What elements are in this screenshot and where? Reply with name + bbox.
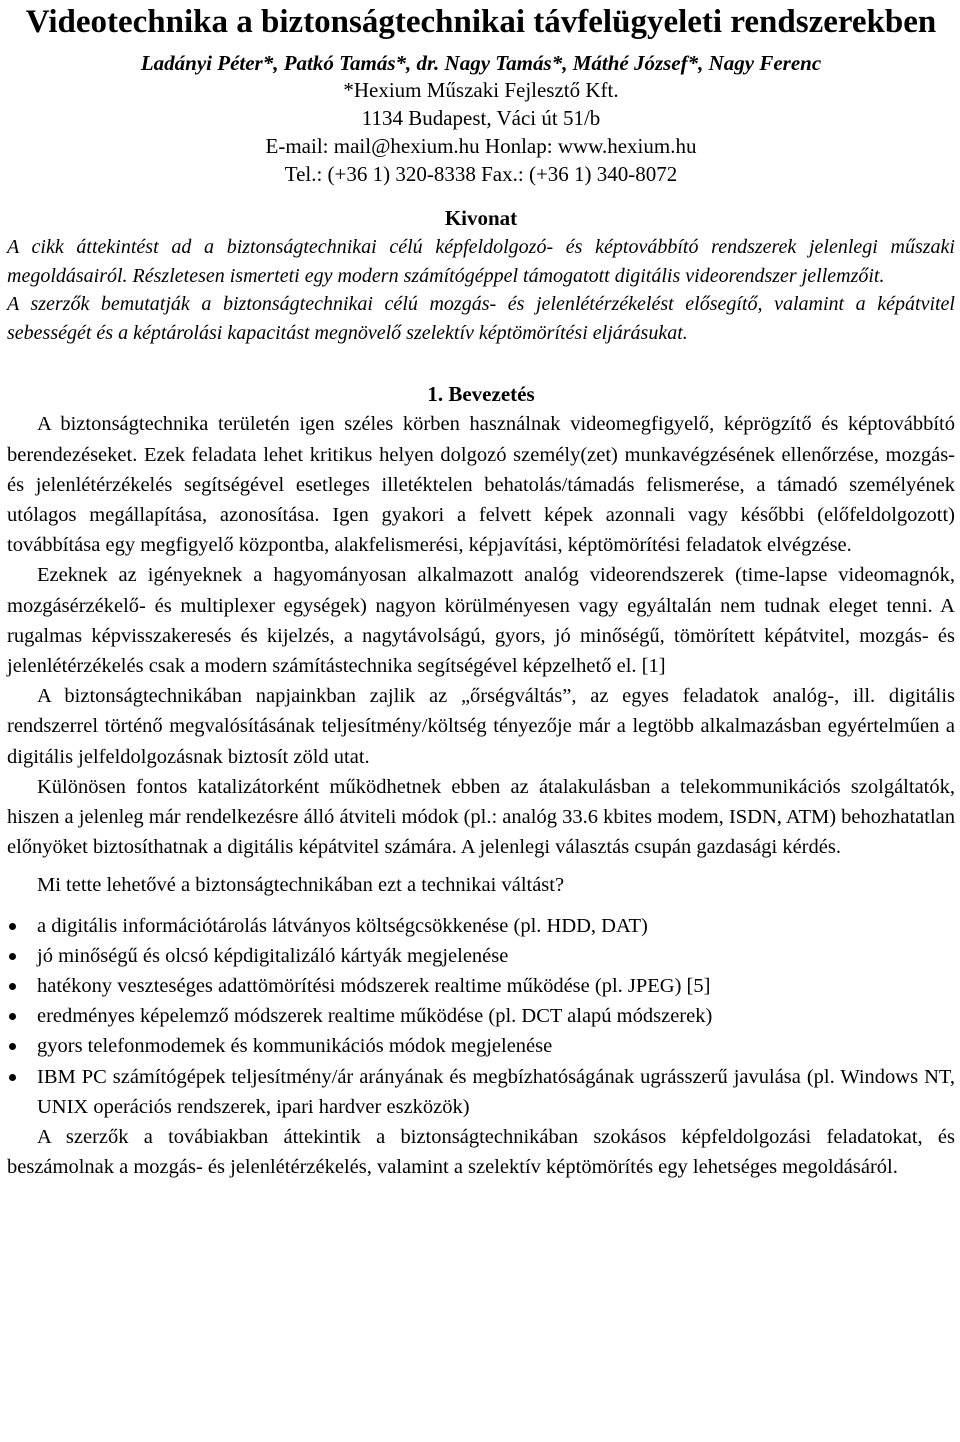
list-item bbox=[7, 971, 955, 1001]
list-item-text: IBM PC számítógépek teljesítmény/ár arányának és megbízhatóságának ugrásszerű javulása (pl. Windows NT, UNIX operációs rendszerek, ipari hardver eszközök) bbox=[37, 1065, 955, 1118]
address: 1134 Budapest, Váci út 51/b bbox=[361, 106, 601, 130]
bullet-icon bbox=[9, 923, 16, 930]
abstract-heading: Kivonat bbox=[444, 206, 518, 230]
list-item bbox=[7, 1031, 955, 1061]
question-paragraph: Mi tette lehetővé a biztonságtechnikában ezt a technikai váltást? bbox=[37, 874, 565, 897]
paper-title: Videotechnika a biztonságtechnikai távfelügyeleti rendszerekben bbox=[25, 4, 937, 40]
list-item bbox=[7, 1062, 955, 1122]
section-introduction bbox=[7, 379, 955, 1182]
list-item-text: hatékony veszteséges adattömörítési módszerek realtime működése (pl. JPEG) [5] bbox=[37, 975, 711, 998]
email-web-line: E-mail: mail@hexium.hu Honlap: www.hexium.hu bbox=[265, 134, 697, 158]
list-item bbox=[7, 941, 955, 971]
phone-fax-line: Tel.: (+36 1) 320-8338 Fax.: (+36 1) 340-8072 bbox=[284, 162, 678, 186]
affiliation: *Hexium Műszaki Fejlesztő Kft. bbox=[343, 78, 619, 102]
closing-paragraph: A szerzők a továbiakban áttekintik a biztonságtechnikában szokásos képfeldolgozási feladatokat, és beszámolnak a mozgás- és jelenlétérzékelés, valamint a szelektív képtömörítés egy lehetséges megoldásáról. bbox=[7, 1126, 955, 1179]
body-paragraph: Ezeknek az igényeknek a hagyományosan alkalmazott analóg videorendszerek (time-lapse videomagnók, mozgásérzékelő- és multiplexer egységek) nagyon körülményesen vagy egyáltalán nem tudnak eleget tenni. A rugalmas képvisszakeresés és kijelzés, a nagytávolságú, gyors, jó minőségű, tömörített képátvitel, mozgás- és jelenlétérzékelés csak a modern számítástechnika segítségével képzelhető el. [1] bbox=[7, 564, 955, 677]
list-item bbox=[7, 1001, 955, 1031]
bullet-icon bbox=[9, 1074, 16, 1081]
list-item bbox=[7, 911, 955, 941]
abstract-paragraph-1: A cikk áttekintést ad a biztonságtechnikai célú képfeldolgozó- és képtovábbító rendszerek jelenlegi műszaki megoldásairól. Részletesen ismerteti egy modern számítógéppel támogatott digitális videorendszer jellemzőit. bbox=[7, 236, 955, 287]
body-paragraph: A biztonságtechnika területén igen széles körben használnak videomegfigyelő, képrögzítő és képtovábbító berendezéseket. Ezek feladata lehet kritikus helyen dolgozó személy(zet) munkavégzésének ellenőrzése, mozgás- és jelenlétérzékelés segítségével esetleges illetéktelen behatolás/támadás felismerése, a támadó személyének utólagos megállapítása, azonosítása. Igen gyakori a felvett képek azonnali vagy későbbi (előfeldolgozott) továbbítása egy megfigyelő központba, alakfelismerési, képjavítási, képtömörítési feladatok elvégzése. bbox=[7, 413, 955, 557]
bullet-list bbox=[7, 911, 955, 1122]
body-paragraph: Különösen fontos katalizátorként működhetnek ebben az átalakulásban a telekommunikációs szolgáltatók, hiszen a jelenleg már rendelkezésre álló átviteli módok (pl.: analóg 33.6 kbites modem, ISDN, ATM) behozhatatlan előnyöket biztosíthatnak a digitális képátvitel számára. A jelenlegi választás csupán gazdasági kérdés. bbox=[7, 775, 955, 859]
bullet-icon bbox=[9, 1043, 16, 1050]
list-item-text: eredményes képelemző módszerek realtime működése (pl. DCT alapú módszerek) bbox=[37, 1005, 713, 1028]
list-item-text: gyors telefonmodemek és kommunikációs módok megjelenése bbox=[37, 1035, 553, 1058]
bullet-icon bbox=[9, 983, 16, 990]
list-item-text: jó minőségű és olcsó képdigitalizáló kártyák megjelenése bbox=[37, 944, 509, 967]
body-paragraph: A biztonságtechnikában napjainkban zajlik az „őrségváltás”, az egyes feladatok analóg-, ill. digitális rendszerrel történő megvalósításának teljesítmény/költség tényezője már a legtöbb alkalmazásban egyértelműen a digitális jelfeldolgozásnak biztosít zöld utat. bbox=[7, 685, 955, 768]
abstract bbox=[7, 203, 955, 347]
section-heading: 1. Bevezetés bbox=[427, 382, 535, 407]
list-item-text: a digitális információtárolás látványos költségcsökkenése (pl. HDD, DAT) bbox=[37, 914, 648, 937]
bullet-icon bbox=[9, 1013, 16, 1020]
abstract-paragraph-2: A szerzők bemutatják a biztonságtechnikai célú mozgás- és jelenlétérzékelést elősegítő, valamint a képátvitel sebességét és a képtárolási kapacitást megnövelő szelektív képtömörítési eljárásukat. bbox=[7, 293, 955, 344]
author-list: Ladányi Péter*, Patkó Tamás*, dr. Nagy Tamás*, Máthé József*, Nagy Ferenc bbox=[140, 51, 822, 75]
bullet-icon bbox=[9, 953, 16, 960]
